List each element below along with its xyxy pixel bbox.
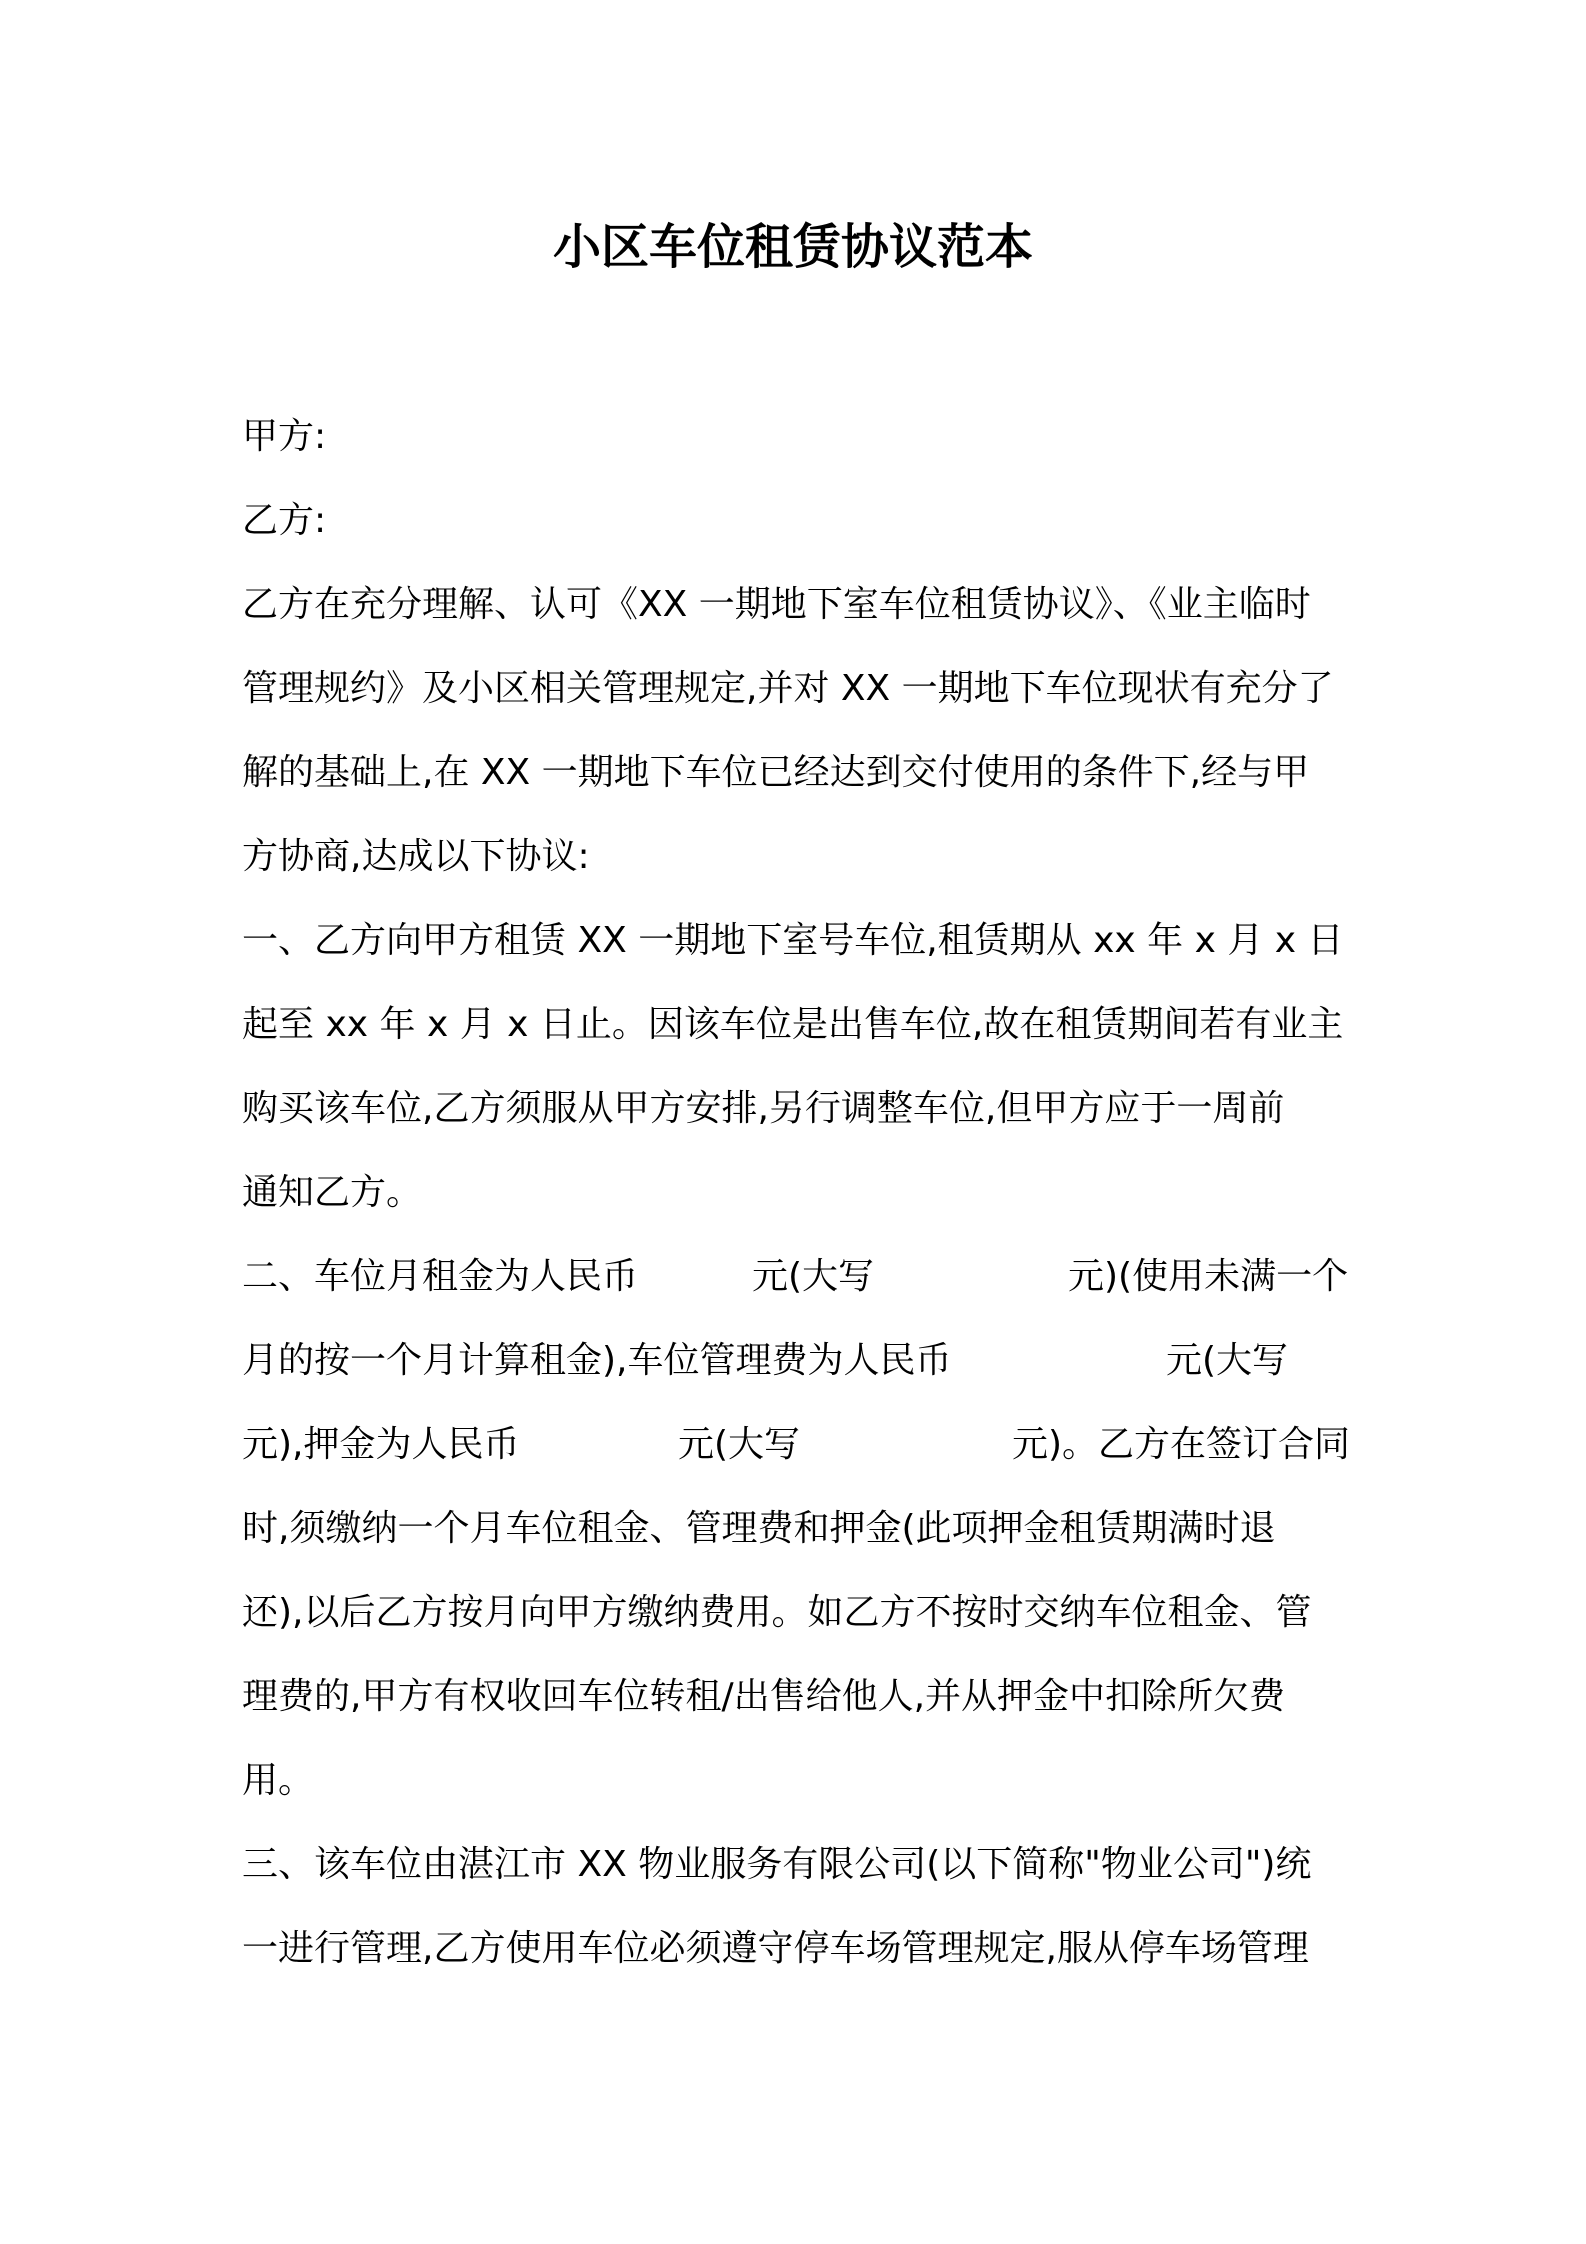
preamble-line-2: 管理规约》及小区相关管理规定,并对 XX 一期地下车位现状有充分了 (242, 668, 1334, 709)
clause2-rent-capital-label: 元(大写 (752, 1256, 875, 1297)
clause2-line-4: 时,须缴纳一个月车位租金、管理费和押金(此项押金租赁期满时退 (242, 1508, 1276, 1549)
clause2-rent-label: 二、车位月租金为人民币 (242, 1256, 639, 1297)
party-a-label: 甲方: (242, 416, 327, 457)
clause2-deposit-label: 元),押金为人民币 (242, 1424, 520, 1465)
clause2-line-7: 用。 (242, 1760, 315, 1801)
preamble-line-4: 方协商,达成以下协议: (242, 836, 590, 877)
clause2-deposit-capital-label: 元(大写 (678, 1424, 801, 1465)
clause2-line-6: 理费的,甲方有权收回车位转租/出售给他人,并从押金中扣除所欠费 (242, 1676, 1286, 1717)
party-b-label: 乙方: (242, 500, 327, 541)
clause2-management-fee-label: 月的按一个月计算租金),车位管理费为人民币 (242, 1340, 952, 1381)
clause2-line-2 (242, 1320, 1352, 1402)
clause2-signing-text: 元)。乙方在签订合同 (1012, 1424, 1351, 1465)
clause1-line-1: 一、乙方向甲方租赁 XX 一期地下室号车位,租赁期从 xx 年 x 月 x 日 (242, 920, 1344, 961)
document-title: 小区车位租赁协议范本 (552, 219, 1033, 275)
clause3-line-1: 三、该车位由湛江市 XX 物业服务有限公司(以下简称"物业公司")统 (242, 1844, 1312, 1885)
clause2-line-1 (242, 1236, 1352, 1318)
clause3-line-2: 一进行管理,乙方使用车位必须遵守停车场管理规定,服从停车场管理 (242, 1928, 1309, 1969)
preamble-line-3: 解的基础上,在 XX 一期地下车位已经达到交付使用的条件下,经与甲 (242, 752, 1310, 793)
clause2-fee-capital-label: 元(大写 (1166, 1340, 1289, 1381)
clause2-rent-note: 元)(使用未满一个 (1068, 1256, 1349, 1297)
clause2-line-3 (242, 1404, 1352, 1486)
clause1-line-2: 起至 xx 年 x 月 x 日止。因该车位是出售车位,故在租赁期间若有业主 (242, 1004, 1344, 1045)
preamble-line-1: 乙方在充分理解、认可《XX 一期地下室车位租赁协议》、《业主临时 (242, 584, 1311, 625)
clause2-line-5: 还),以后乙方按月向甲方缴纳费用。如乙方不按时交纳车位租金、管 (242, 1592, 1312, 1633)
clause1-line-3: 购买该车位,乙方须服从甲方安排,另行调整车位,但甲方应于一周前 (242, 1088, 1285, 1129)
clause1-line-4: 通知乙方。 (242, 1172, 423, 1213)
